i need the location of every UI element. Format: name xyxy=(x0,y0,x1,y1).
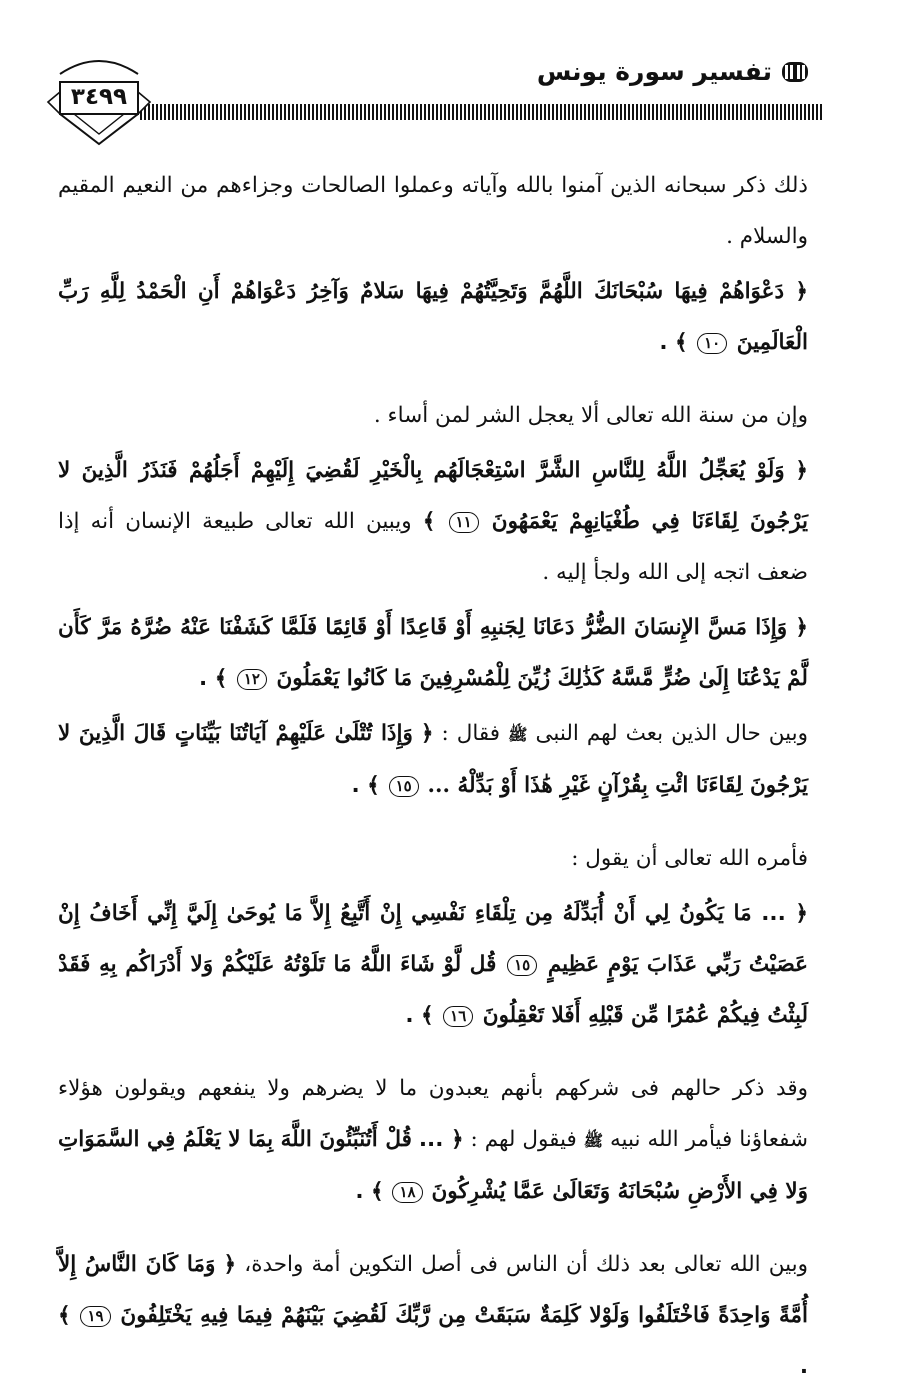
salawat-glyph: ﷺ xyxy=(508,725,528,744)
verse-paragraph-5 xyxy=(58,602,808,704)
ayah-number: ١٠ xyxy=(697,333,727,354)
quran-verse: مَا يَكُونُ لِي أَنْ أُبَدِّلَهُ مِن تِلْقَاءِ نَفْسِي إِنْ أَتَّبِعُ إِلاَّ مَا يُوحَىٰ إِلَيَّ إِنِّي أَخَافُ إِنْ عَصَيْتُ رَبِّي عَذَابَ يَوْمٍ عَظِيمٍ xyxy=(58,901,808,977)
ayah-number: ١٢ xyxy=(237,669,267,690)
verse-close-bracket: ﴾ . xyxy=(405,1003,434,1028)
paragraph-10 xyxy=(58,1239,808,1392)
quran-verse: دَعْوَاهُمْ فِيهَا سُبْحَانَكَ اللَّهُمَّ وَتَحِيَّتُهُمْ فِيهَا سَلامٌ وَآخِرُ دَعْوَاهُمْ أَنِ الْحَمْدُ لِلَّهِ رَبِّ الْعَالَمِينَ xyxy=(58,279,808,355)
quran-verse: وَإِذَا مَسَّ الإِنسَانَ الضُّرُّ دَعَانَا لِجَنبِهِ أَوْ قَاعِدًا أَوْ قَائِمًا فَلَمَّا كَشَفْنَا عَنْهُ ضُرَّهُ مَرَّ كَأَن لَّمْ يَدْعُنَا إِلَىٰ ضُرٍّ مَّسَّهُ كَذَٰلِكَ زُيِّنَ لِلْمُسْرِفِينَ مَا كَانُوا يَعْمَلُونَ xyxy=(58,615,808,691)
paragraph-9 xyxy=(58,1063,808,1217)
page-header xyxy=(52,52,824,152)
verse-paragraph-2 xyxy=(58,266,808,368)
running-title: تفسير سورة يونس xyxy=(527,52,772,92)
ayah-number: ١٥ xyxy=(507,955,537,976)
paragraph-7: فأمره الله تعالى أن يقول : xyxy=(571,846,808,871)
page-content xyxy=(58,160,808,1392)
verse-close-bracket: ﴾ . xyxy=(659,330,688,355)
verse-close-bracket: ﴾ . xyxy=(355,1179,384,1204)
commentary-text: ويبين الله تعالى طبيعة الإنسان أنه إذا ضعف اتجه إلى الله ولجأ إليه . xyxy=(58,509,808,585)
commentary-text: فيقول لهم : xyxy=(470,1127,577,1152)
commentary-text: وبين حال الذين بعث لهم النبى xyxy=(535,721,808,746)
salawat-glyph: ﷺ xyxy=(583,1131,604,1150)
commentary-text: فقال : xyxy=(441,721,501,746)
verse-close-bracket: ﴾ . xyxy=(199,666,228,691)
verse-open-bracket: ﴿ ... xyxy=(418,1127,464,1152)
verse-open-bracket: ﴿ xyxy=(795,458,808,483)
paragraph-3: وإن من سنة الله تعالى ألا يعجل الشر لمن أساء . xyxy=(373,403,808,428)
ayah-number: ١٩ xyxy=(80,1306,110,1327)
ayah-number: ١٥ xyxy=(389,776,419,797)
quran-verse: وَإِذَا تُتْلَىٰ عَلَيْهِمْ آيَاتُنَا بَيِّنَاتٍ قَالَ الَّذِينَ لا يَرْجُونَ لِقَاءَنَا ائْتِ بِقُرْآنٍ غَيْرِ هَٰذَا أَوْ بَدِّلْهُ ... xyxy=(58,721,808,798)
verse-close-bracket: ﴾ xyxy=(422,509,436,534)
verse-close-bracket: ﴾ . xyxy=(58,1303,808,1379)
commentary-text: وقد ذكر حالهم فى شركهم بأنهم يعبدون ما لا يضرهم ولا ينفعهم ويقولون هؤلاء شفعاؤنا فيأمر الله نبيه xyxy=(58,1076,808,1152)
quran-verse: وَلَوْ يُعَجِّلُ اللَّهُ لِلنَّاسِ الشَّرَّ اسْتِعْجَالَهُم بِالْخَيْرِ لَقُضِيَ إِلَيْهِمْ أَجَلُهُمْ فَنَذَرُ الَّذِينَ لا يَرْجُونَ لِقَاءَنَا فِي طُغْيَانِهِمْ يَعْمَهُونَ xyxy=(58,458,809,534)
paragraph-4 xyxy=(58,445,808,598)
ayah-number: ١٨ xyxy=(392,1182,422,1203)
paragraph-1: ذلك ذكر سبحانه الذين آمنوا بالله وآياته وعملوا الصالحات وجزاءهم من النعيم المقيم والسلام . xyxy=(58,173,808,249)
ayah-number: ١٦ xyxy=(443,1006,473,1027)
verse-open-bracket: ﴿ xyxy=(795,615,808,640)
verse-open-bracket: ﴿ xyxy=(223,1252,237,1277)
verse-open-bracket: ﴿ ... xyxy=(761,901,808,926)
bullet-ornament-icon xyxy=(780,60,810,84)
quran-verse: قُلْ أَتُنَبِّئُونَ اللَّهَ بِمَا لا يَعْلَمُ فِي السَّمَوَاتِ وَلا فِي الأَرْضِ سُبْحَانَهُ وَتَعَالَىٰ عَمَّا يُشْرِكُونَ xyxy=(58,1127,808,1204)
commentary-text: وبين الله تعالى بعد ذلك أن الناس فى أصل التكوين أمة واحدة، xyxy=(244,1252,808,1277)
verse-open-bracket: ﴿ xyxy=(420,721,434,746)
ayah-number: ١١ xyxy=(449,512,479,533)
verse-open-bracket: ﴿ xyxy=(795,279,808,304)
paragraph-6 xyxy=(58,708,808,811)
verse-close-bracket: ﴾ . xyxy=(351,773,380,798)
quran-verse: وَمَا كَانَ النَّاسُ إِلاَّ أُمَّةً وَاحِدَةً فَاخْتَلَفُوا وَلَوْلا كَلِمَةٌ سَبَقَتْ مِن رَّبِّكَ لَقُضِيَ بَيْنَهُمْ فِيمَا فِيهِ يَخْتَلِفُونَ xyxy=(58,1252,809,1328)
quran-verse: قُل لَّوْ شَاءَ اللَّهُ مَا تَلَوْتُهُ عَلَيْكُمْ وَلا أَدْرَاكُم بِهِ فَقَدْ لَبِثْتُ فِيكُمْ عُمُرًا مِّن قَبْلِهِ أَفَلا تَعْقِلُونَ xyxy=(58,952,808,1028)
verse-paragraph-8 xyxy=(58,888,808,1041)
page-number: ٣٤٩٩ xyxy=(70,84,128,110)
header-rule xyxy=(140,104,824,120)
